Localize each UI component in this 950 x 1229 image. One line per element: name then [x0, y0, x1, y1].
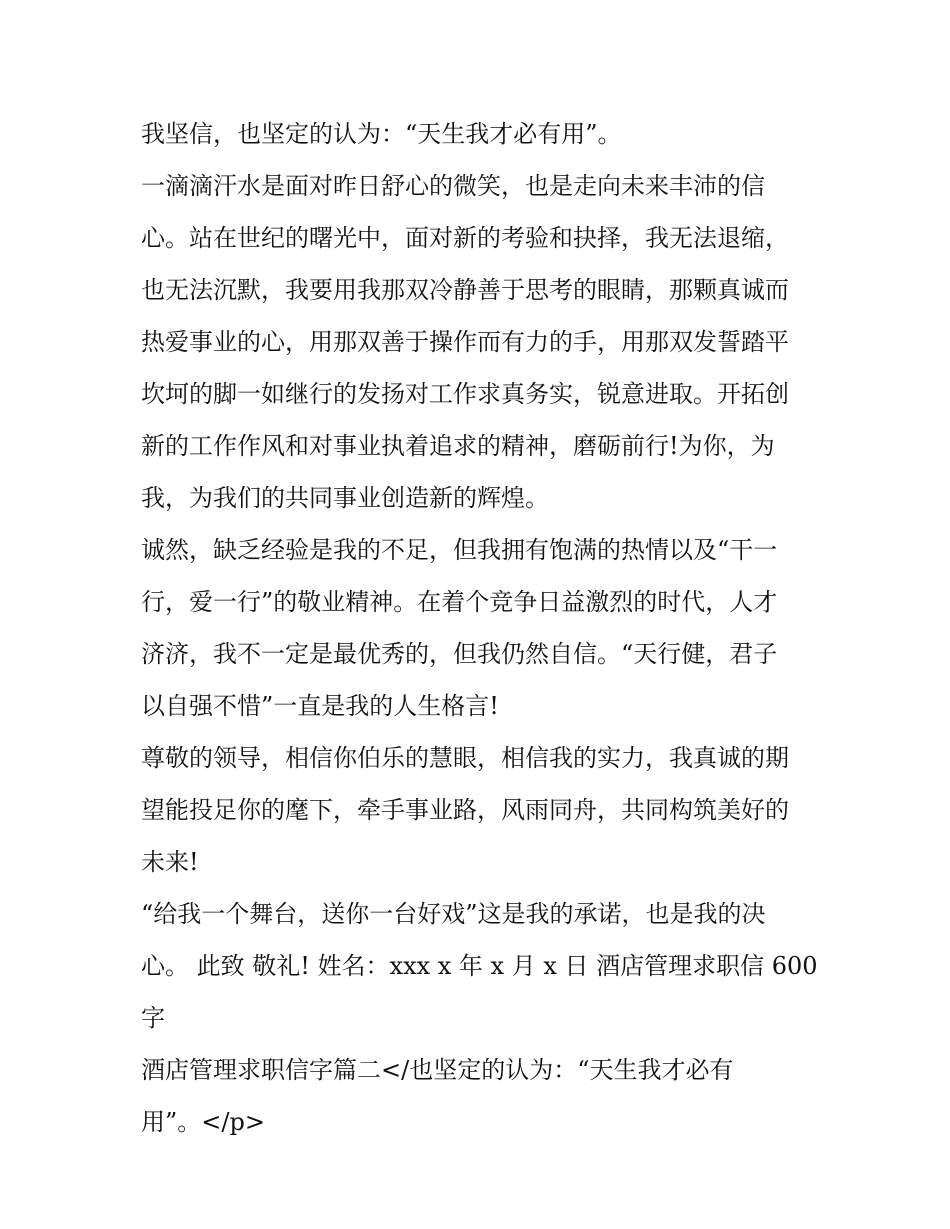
text-line: 一滴滴汗水是面对昨日舒心的微笑，也是走向未来丰沛的信 — [141, 172, 765, 200]
text-line: 心。站在世纪的曙光中，面对新的考验和抉择，我无法退缩， — [141, 224, 789, 252]
text-line: 酒店管理求职信字篇二</也坚定的认为：“天生我才必有 — [141, 1056, 734, 1084]
text-line: 诚然，缺乏经验是我的不足，但我拥有饱满的热情以及“干一 — [141, 536, 778, 564]
text-line: 新的工作作风和对事业执着追求的精神，磨砺前行!为你，为 — [141, 432, 775, 460]
text-line: 坎坷的脚一如继行的发扬对工作求真务实，锐意进取。开拓创 — [141, 380, 789, 408]
text-line: 字 — [141, 1004, 165, 1032]
text-line: 未来! — [141, 848, 199, 876]
text-line: 心。 此致 敬礼! 姓名：xxx x 年 x 月 x 日 酒店管理求职信 600 — [141, 952, 818, 980]
text-line: 用”。</p> — [141, 1108, 265, 1136]
text-line: 济济，我不一定是最优秀的，但我仍然自信。“天行健，君子 — [141, 640, 778, 668]
text-line: 我，为我们的共同事业创造新的辉煌。 — [141, 484, 549, 512]
text-line: 我坚信，也坚定的认为：“天生我才必有用”。 — [141, 120, 622, 148]
text-line: 尊敬的领导，相信你伯乐的慧眼，相信我的实力，我真诚的期 — [141, 744, 789, 772]
text-line: 行，爱一行”的敬业精神。在着个竞争日益激烈的时代，人才 — [141, 588, 778, 616]
text-line: “给我一个舞台，送你一台好戏”这是我的承诺，也是我的决 — [141, 900, 766, 928]
document-body — [141, 108, 818, 1148]
text-line: 也无法沉默，我要用我那双冷静善于思考的眼睛，那颗真诚而 — [141, 276, 789, 304]
text-line: 热爱事业的心，用那双善于操作而有力的手，用那双发誓踏平 — [141, 328, 789, 356]
text-line: 望能投足你的麾下，牵手事业路，风雨同舟，共同构筑美好的 — [141, 796, 789, 824]
text-line: 以自强不惜”一直是我的人生格言! — [141, 692, 499, 720]
